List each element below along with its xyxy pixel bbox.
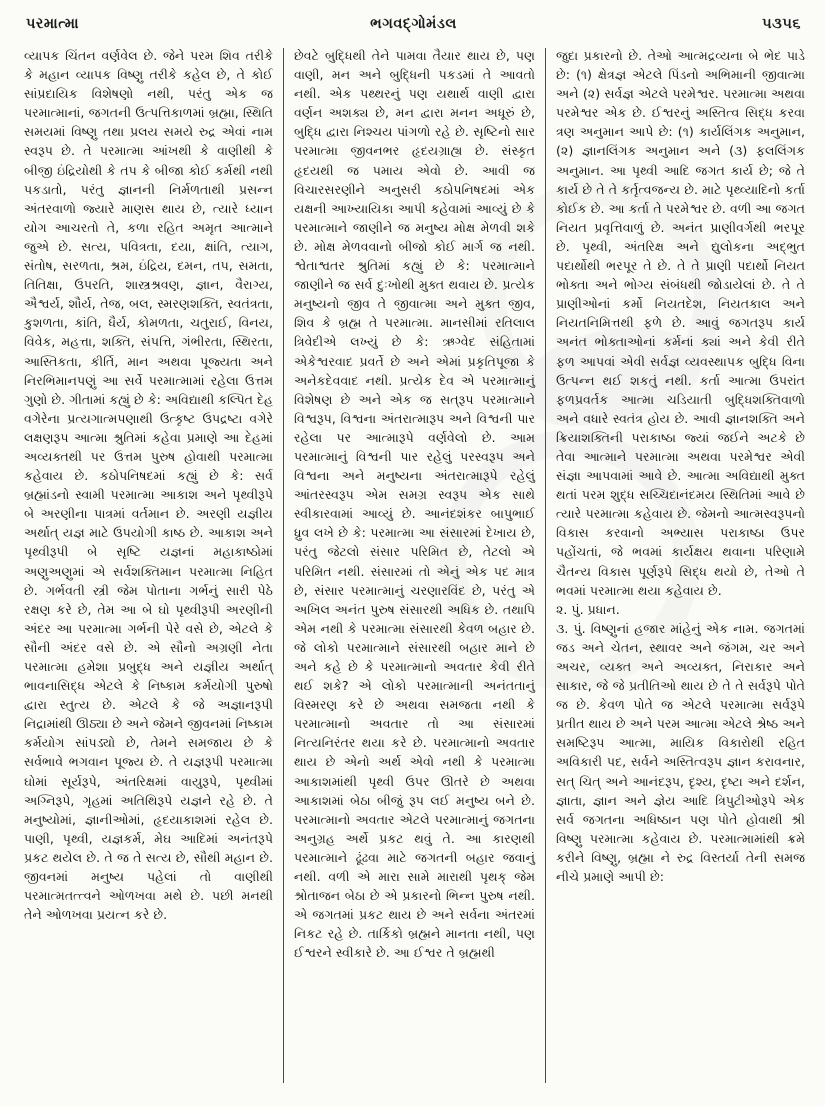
- page-number: ૫૩૫૬: [762, 16, 801, 32]
- column-2-paragraph: છેવટે બુદ્ધિથી તેને પામવા તૈયાર થાય છે, પણ વાણી, મન અને બુદ્ધિની પકડમાં તે આવતો નથી. એક પથ્થરનું પણ યથાર્થ વાણી દ્વારા વર્ણન અશક્ય છે, મન દ્વારા મનન અધૂરું છે, બુદ્ધિ દ્વારા નિશ્ચય પાંગળો રહે છે. સૃષ્ટિનો સાર પરમાત્મા જીવનભર હૃદયગ્રાહ્ય છે. સંસ્કૃત હૃદયથી જ પમાય એવો છે. આવી જ વિચારસરણીને અનુસરી કઠોપનિષદમાં એક યક્ષની આખ્યાયિકા આપી કહેવામાં આવ્યું છે કે પરમાત્માને જાણીને જ મનુષ્ય મોક્ષ મેળવી શકે છે. મોક્ષ મેળવવાનો બીજો કોઈ માર્ગ જ નથી. શ્વેતાશ્વતર શ્રુતિમાં કહ્યું છે કે: પરમાત્માને જાણીને જ સર્વ દુઃખોથી મુક્ત થવાય છે. પ્રત્યેક મનુષ્યનો જીવ તે જીવાત્મા અને મુક્ત જીવ, શિવ કે બ્રહ્મ તે પરમાત્મા. માનસીમાં રતિલાલ ત્રિવેદીએ લખ્યું છે કે: ઋગ્વેદ સંહિતામાં એકેશ્વરવાદ પ્રવર્તે છે અને એમાં પ્રકૃતિપૂજા કે અનેકદેવવાદ નથી. પ્રત્યેક દેવ એ પરમાત્માનું વિશેષણ છે અને એક જ સત્‌રૂપ પરમાત્માને વિશ્વરૂપ, વિશ્વના અંતરાત્મારૂપ અને વિશ્વની પાર રહેલા પર આત્મારૂપે વર્ણવેલો છે. આમ પરમાત્માનું વિશ્વની પાર રહેલું પરસ્વરૂપ અને વિશ્વના અને મનુષ્યના અંતરાત્મારૂપે રહેલું આંતરસ્વરૂપ એમ સમગ્ર સ્વરૂપ એક સાથે સ્વીકારવામાં આવ્યું છે. આનંદશંકર બાપુભાઈ ધ્રુવ લખે છે કે: પરમાત્મા આ સંસારમાં દેખાય છે, પરંતુ જેટલો સંસાર પરિમિત છે, તેટલો એ પરિમિત નથી. સંસારમાં તો એનું એક પદ માત્ર છે, સંસાર પરમાત્માનું ચરણારવિંદ છે, પરંતુ એ અખિલ અનંત પુરુષ સંસારથી અધિક છે. તથાપિ એમ નથી કે પરમાત્મા સંસારથી કેવળ બહાર છે. જે લોકો પરમાત્માને સંસારથી બહાર માને છે અને કહે છે કે પરમાત્માનો અવતાર કેવી રીતે થઈ શકે? એ લોકો પરમાત્માની અનંતતાનું વિસ્મરણ કરે છે અથવા સમજતા નથી કે પરમાત્માનો અવતાર તો આ સંસારમાં નિત્યનિરંતર થયા કરે છે. પરમાત્માનો અવતાર થાય છે એનો અર્થ એવો નથી કે પરમાત્મા આકાશમાંથી પૃથ્વી ઉપર ઊતરે છે અથવા આકાશમાં બેઠા બીજું રૂપ લઈ મનુષ્ય બને છે. પરમાત્માનો અવતાર એટલે પરમાત્માનું જગતના અનુગ્રહ અર્થે પ્રકટ થવું તે. આ કારણથી પરમાત્માને ઢૂંઢવા માટે જગતની બહાર જવાનું નથી. વળી એ મારા સામે મારાથી પૃથક્ જેમ શ્રોતાજન બેઠા છે એ પ્રકારનો ભિન્ન પુરુષ નથી. એ જગતમાં પ્રકટ થાય છે અને સર્વના અંતરમાં નિકટ રહે છે. તાર્કિકો બ્રહ્મને માનતા નથી, પણ ઈશ્વરને સ્વીકારે છે. આ ઈશ્વર તે બ્રહ્મથી: [294, 48, 536, 961]
- column-3-paragraph-sense-3: ૩. પું. વિષ્ણુનાં હજાર માંહેનું એક નામ. જગતમાં જડ અને ચેતન, સ્થાવર અને જંગમ, ચર અને અચર, વ્યક્ત અને અવ્યક્ત, નિરાકાર અને સાકાર, જે જે પ્રતીતિઓ થાય છે તે તે સર્વરૂપે પોતે જ છે. કેવળ પોતે જ એટલે પરમાત્મા સર્વરૂપે પ્રતીત થાય છે અને પરમ આત્મા એટલે શ્રેષ્ઠ અને સમષ્ટિરૂપ આત્મા, માયિક વિકારોથી રહિત અવિકારી પદ, સર્વને અસ્તિત્વરૂપ જ્ઞાન કરાવનાર, સત્ ચિત્ અને આનંદરૂપ, દૃશ્ય, દૃષ્ટા અને દર્શન, જ્ઞાતા, જ્ઞાન અને જ્ઞેય આદિ ત્રિપુટીઓરૂપે એક સર્વ જગતના અધિષ્ઠાન પણ પોતે હોવાથી શ્રી વિષ્ણુ પરમાત્મા કહેવાય છે. પરમાત્મામાંથી ક્રમે કરીને વિષ્ણુ, બ્રહ્મા ને રુદ્ર વિસ્તર્યા તેની સમજ નીચે પ્રમાણે આપી છે:: [556, 620, 806, 885]
- text-columns: [22, 46, 807, 1092]
- column-1-paragraph: વ્યાપક ચિંતન વર્ણવેલ છે. જેને પરમ શિવ તરીકે કે મહાન વ્યાપક વિષ્ણુ તરીકે કહેલ છે, તે કોઈ સાંપ્રદાયિક વિશેષણો નથી, પરંતુ એક જ પરમાત્માનાં, જગતની ઉત્પત્તિકાળમાં બ્રહ્મા, સ્થિતિ સમયમાં વિષ્ણુ તથા પ્રલય સમયે રુદ્ર એવાં નામ સ્વરૂપ છે. તે પરમાત્મા આંખથી કે વાણીથી કે બીજી ઇંદ્રિયોથી કે તપ કે બીજા કોઈ કર્મથી નથી પકડાતો, પરંતુ જ્ઞાનની નિર્મળતાથી પ્રસન્ન અંતરવાળો જ્યારે માણસ થાય છે, ત્યારે ધ્યાન યોગ આચરતો તે, કળા રહિત અમૃત આત્માને જુએ છે. સત્ય, પવિત્રતા, દયા, ક્ષાંતિ, ત્યાગ, સંતોષ, સરળતા, શ્રમ, ઇંદ્રિય, દમન, તપ, સમતા, તિતિક્ષા, ઉપરતિ, શાસ્ત્રશ્રવણ, જ્ઞાન, વૈરાગ્ય, ઐશ્વર્ય, શૌર્ય, તેજ, બલ, સ્મરણશક્તિ, સ્વતંત્રતા, કુશળતા, કાંતિ, ધૈર્ય, કોમળતા, ચતુરાઈ, વિનય, વિવેક, મહત્તા, શક્તિ, સંપત્તિ, ગંભીરતા, સ્થિરતા, આસ્તિકતા, કીર્તિ, માન અથવા પૂજ્યતા અને નિરભિમાનપણું આ સર્વે પરમાત્મામાં રહેલા ઉત્તમ ગુણો છે. ગીતામાં કહ્યું છે કે: અવિદ્યાથી કલ્પિત દેહ વગેરેના પ્રત્યગાત્મપણાથી ઉત્કૃષ્ટ ઉપદ્રષ્ટા વગેરે લક્ષણરૂપ આત્મા શ્રુતિમાં કહેવા પ્રમાણે આ દેહમાં અવ્યક્તથી પર ઉત્તમ પુરુષ હોવાથી પરમાત્મા કહેવાય છે. કઠોપનિષદમાં કહ્યું છે કે: સર્વ બ્રહ્માંડનો સ્વામી પરમાત્મા આકાશ અને પૃથ્વીરૂપે બે અરણીના પાત્રમાં વર્તમાન છે. અરણી યજ્ઞીય અર્થાત્ યજ્ઞ માટે ઉપયોગી કાષ્ઠ છે. આકાશ અને પૃથ્વીરૂપી બે સૃષ્ટિ યજ્ઞનાં મહાકાષ્ઠોમાં અણુઅણુમાં એ સર્વશક્તિમાન પરમાત્મા નિહિત છે. ગર્ભવતી સ્ત્રી જેમ પોતાના ગર્ભનું સારી પેઠે રક્ષણ કરે છે, તેમ આ બે ઘો પૃથ્વીરૂપી અરણીની અંદર આ પરમાત્મા ગર્ભની પેરે વસે છે, એટલે કે સૌની અંદર વસે છે. એ સૌનો અગ્રણી નેતા પરમાત્મા હમેશા પ્રબુદ્ધ અને યજ્ઞીય અર્થાત્ ભાવનાસિદ્ધ એટલે કે નિષ્કામ કર્મયોગી પુરુષો દ્વારા સ્તુત્ય છે. એટલે કે જે અજ્ઞાનરૂપી નિદ્રામાંથી ઊઠ્યા છે અને જેમને જીવનમાં નિષ્કામ કર્મયોગ સાંપડ્યો છે, તેમને સમજાય છે કે સર્વભાવે ભગવાન પૂજ્ય છે. તે યજ્ઞરૂપી પરમાત્મા ઘોમાં સૂર્યરૂપે, અંતરિક્ષમાં વાયુરૂપે, પૃથ્વીમાં અગ્નિરૂપે, ગૃહમાં અતિથિરૂપે યજ્ઞને રહે છે. તે મનુષ્યોમાં, જ્ઞાનીઓમાં, હૃદયાકાશમાં રહેલ છે. પાણી, પૃથ્વી, યજ્ઞકર્મ, મેઘ આદિમાં અનંતરૂપે પ્રકટ થયેલ છે. તે જ તે સત્ય છે, સૌથી મહાન છે. જીવનમાં મનુષ્ય પહેલાં તો વાણીથી પરમાત્મતત્ત્વને ઓળખવા મથે છે. પછી મનથી તેને ઓળખવા પ્રયત્ન કરે છે.: [24, 48, 273, 923]
- column-2: [284, 46, 545, 1092]
- column-1: [22, 46, 283, 1092]
- column-3: [546, 46, 807, 1092]
- running-head-book-title: ભગવદ્ગોમંડલ: [370, 16, 457, 32]
- running-head-entry-word: પરમાત્મા: [26, 16, 80, 32]
- column-3-paragraph-sense-2: ૨. પું. પ્રધાન.: [556, 601, 620, 617]
- column-3-paragraph-sense-1: જુદા પ્રકારનો છે. તેઓ આત્મદ્રવ્યના બે ભેદ પાડે છે: (૧) ક્ષેત્રજ્ઞ એટલે પિંડનો અભિમાની જીવાત્મા અને (૨) સર્વજ્ઞ એટલે પરમેશ્વર. પરમાત્મા અથવા પરમેશ્વર એક છે. ઈશ્વરનું અસ્તિત્વ સિદ્ધ કરવા ત્રણ અનુમાન આપે છે: (૧) કાર્યલિંગક અનુમાન, (૨) જ્ઞાનલિંગક અનુમાન અને (૩) ફલલિંગક અનુમાન. આ પૃથ્વી આદિ જગત કાર્ય છે; જે તે કાર્ય છે તે તે કર્તૃત્વજન્ય છે. માટે પૃથ્વ્યાદિનો કર્તા કોઈક છે. આ કર્તા તે પરમેશ્વર છે. વળી આ જગત નિયત પ્રવૃત્તિવાળું છે. અનંત પ્રાણીવર્ગથી ભરપૂર છે. પૃથ્વી, અંતરિક્ષ અને દ્યુલોકના અદ્ભુત પદાર્થોથી ભરપૂર તે છે. તે તે પ્રાણી પદાર્થો નિયત ભોક્તા અને ભોગ્ય સંબંધથી જોડાયેલાં છે. તે તે પ્રાણીઓનાં કર્મો નિયતદેશ, નિયતકાલ અને નિયતનિમિત્તથી ફળે છે. આવું જગતરૂપ કાર્ય અનંત ભોક્તાઓનાં કર્મનાં ક્યાં અને કેવી રીતે ફળ આપવાં એવી સર્વજ્ઞ વ્યવસ્થાપક બુદ્ધિ વિના ઉત્પન્ન થઈ શકતું નથી. કર્તા આત્મા ઉપરાંત ફળપ્રવર્તક આત્મા ચડિયાતી બુદ્ધિશક્તિવાળો અને વધારે સ્વતંત્ર હોય છે. આવી જ્ઞાનશક્તિ અને ક્રિયાશક્તિની પરાકાષ્ઠા જ્યાં જઈને અટકે છે તેવા આત્માને પરમાત્મા અથવા પરમેશ્વર એવી સંજ્ઞા આપવામાં આવે છે. આત્મા અવિદ્યાથી મુક્ત થતાં પરમ શુદ્ધ સચ્ચિદાનંદમય સ્થિતિમાં આવે છે ત્યારે પરમાત્મા કહેવાય છે. જેમનો આત્મસ્વરૂપનો વિકાસ કરવાનો અભ્યાસ પરાકાષ્ઠા ઉપર પહોંચતાં, જે ભવમાં કાર્યક્ષય થવાના પરિણામે ચૈતન્ય વિકાસ પૂર્ણરૂપે સિદ્ધ થયો છે, તેઓ તે ભવમાં પરમાત્મા થયા કહેવાય છે.: [556, 48, 806, 598]
- running-head: [22, 14, 807, 32]
